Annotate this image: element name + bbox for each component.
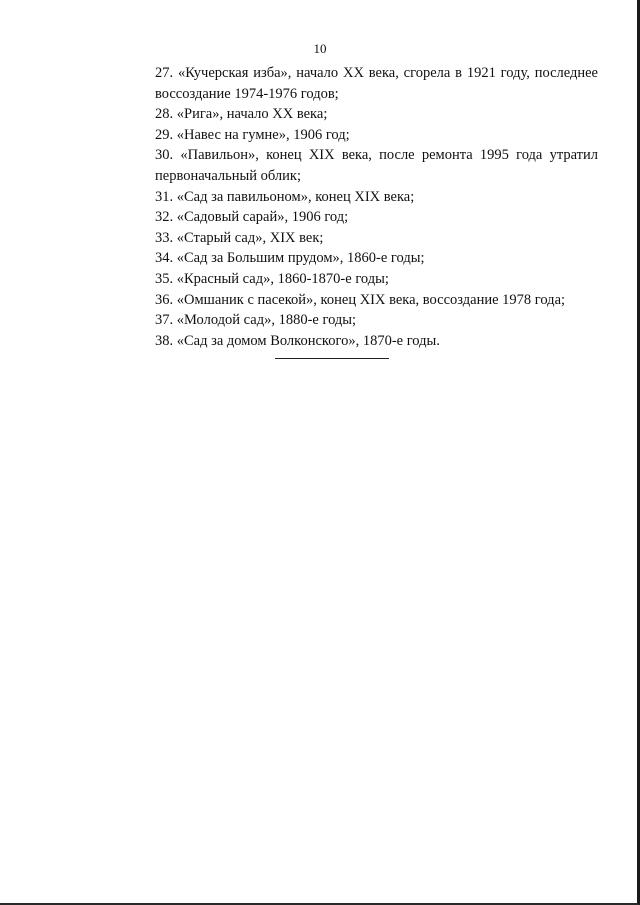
object-list — [155, 63, 598, 351]
list-item: 38. «Сад за домом Волконского», 1870-е годы. — [155, 332, 440, 349]
list-item: 32. «Садовый сарай», 1906 год; — [155, 209, 349, 226]
list-item: 27. «Кучерская изба», начало XX века, сгорела в 1921 году, последнее воссоздание 1974-1976 годов; — [155, 65, 598, 102]
end-divider — [275, 358, 389, 359]
list-item: 31. «Сад за павильоном», конец XIX века; — [155, 188, 415, 205]
list-item: 33. «Старый сад», XIX век; — [155, 229, 324, 246]
list-item: 29. «Навес на гумне», 1906 год; — [155, 126, 350, 143]
list-item: 34. «Сад за Большим прудом», 1860-е годы; — [155, 250, 425, 267]
list-item: 28. «Рига», начало XX века; — [155, 106, 328, 123]
page-number: 10 — [313, 41, 327, 56]
list-item: 35. «Красный сад», 1860-1870-е годы; — [155, 270, 389, 287]
list-item: 37. «Молодой сад», 1880-е годы; — [155, 312, 357, 329]
list-item: 30. «Павильон», конец XIX века, после ремонта 1995 года утратил первоначальный облик; — [155, 147, 598, 184]
list-item: 36. «Омшаник с пасекой», конец XIX века, воссоздание 1978 года; — [155, 291, 566, 308]
